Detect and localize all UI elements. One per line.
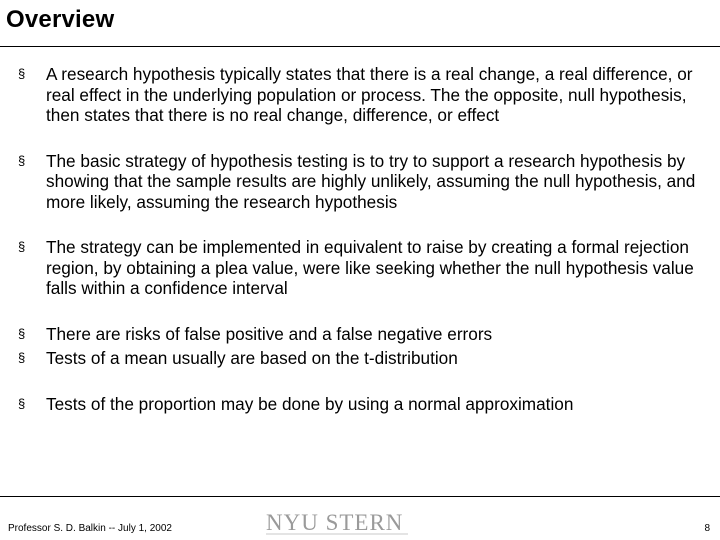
bullet-item [18,151,698,213]
bullet-text: The basic strategy of hypothesis testing is to try to support a research hypothesis by showing that the sample results are highly unlikely, assuming the null hypothesis, and more likely, assuming the research hypothesis [46,150,696,212]
logo-text: NYU STERN [266,510,404,535]
bullet-marker: § [18,325,26,341]
bullet-item [18,394,698,415]
footer-divider [0,496,720,497]
bullet-item [18,237,698,299]
bullet-text: There are risks of false positive and a false negative errors [46,323,493,344]
footer-author: Professor S. D. Balkin -- July 1, 2002 [8,523,172,534]
bullet-text: Tests of a mean usually are based on the t-distribution [46,348,458,368]
bullet-item [18,324,698,345]
bullet-marker: § [18,395,26,411]
title-divider [0,46,720,47]
bullet-text: The strategy can be implemented in equivalent to raise by creating a formal rejection region, by obtaining a plea value, were like seeking whether the null hypothesis value falls within a confidence interval [46,237,694,298]
bullet-item [18,64,698,126]
bullet-marker: § [18,239,26,254]
bullet-text: A research hypothesis typically states that there is a real change, a real difference, or real effect in the underlying population or process. The the opposite, null hypothesis, then states that there is no real change, difference, or effect [46,64,693,125]
bullet-marker: § [18,350,26,365]
bullet-item [18,348,698,369]
nyu-stern-logo [262,506,412,538]
bullet-marker: § [18,152,26,168]
slide-title: Overview [6,6,115,33]
bullet-text: Tests of the proportion may be done by using a normal approximation [46,393,574,414]
page-number: 8 [704,523,710,534]
bullet-marker: § [18,66,26,81]
bullet-list [18,64,698,414]
